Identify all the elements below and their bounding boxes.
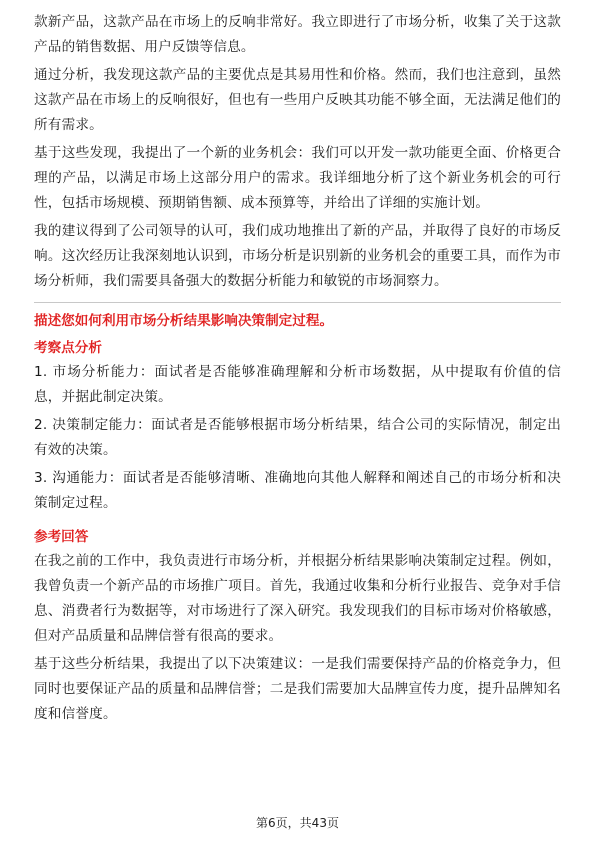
document-page — [34, 10, 561, 730]
analysis-point: 3. 沟通能力：面试者是否能够清晰、准确地向其他人解释和阐述自己的市场分析和决策制定过程。 — [34, 470, 561, 511]
body-paragraph: 通过分析，我发现这款产品的主要优点是其易用性和价格。然而，我们也注意到，虽然这款产品在市场上的反响很好，但也有一些用户反映其功能不够全面，无法满足他们的所有需求。 — [34, 67, 561, 133]
analysis-point: 1. 市场分析能力：面试者是否能够准确理解和分析市场数据，从中提取有价值的信息，并据此制定决策。 — [34, 364, 561, 405]
question-title: 描述您如何利用市场分析结果影响决策制定过程。 — [34, 313, 334, 329]
page-number: 第6页，共43页 — [256, 816, 339, 830]
answer-paragraph: 在我之前的工作中，我负责进行市场分析，并根据分析结果影响决策制定过程。例如，我曾负责一个新产品的市场推广项目。首先，我通过收集和分析行业报告、竞争对手信息、消费者行为数据等，对市场进行了深入研究。我发现我们的目标市场对价格敏感，但对产品质量和品牌信誉有很高的要求。 — [34, 553, 561, 644]
body-paragraph: 我的建议得到了公司领导的认可，我们成功地推出了新的产品，并取得了良好的市场反响。这次经历让我深刻地认识到，市场分析是识别新的业务机会的重要工具，而作为市场分析师，我们需要具备强大的数据分析能力和敏锐的市场洞察力。 — [34, 223, 561, 289]
section-divider — [34, 302, 561, 303]
analysis-point: 2. 决策制定能力：面试者是否能够根据市场分析结果，结合公司的实际情况，制定出有效的决策。 — [34, 417, 561, 458]
analysis-heading: 考察点分析 — [34, 340, 102, 356]
answer-heading: 参考回答 — [34, 529, 89, 545]
body-paragraph: 款新产品，这款产品在市场上的反响非常好。我立即进行了市场分析，收集了关于这款产品的销售数据、用户反馈等信息。 — [34, 14, 561, 55]
answer-paragraph: 基于这些分析结果，我提出了以下决策建议：一是我们需要保持产品的价格竞争力，但同时也要保证产品的质量和品牌信誉；二是我们需要加大品牌宣传力度，提升品牌知名度和信誉度。 — [34, 656, 561, 722]
body-paragraph: 基于这些发现，我提出了一个新的业务机会：我们可以开发一款功能更全面、价格更合理的产品，以满足市场上这部分用户的需求。我详细地分析了这个新业务机会的可行性，包括市场规模、预期销售额、成本预算等，并给出了详细的实施计划。 — [34, 145, 561, 211]
